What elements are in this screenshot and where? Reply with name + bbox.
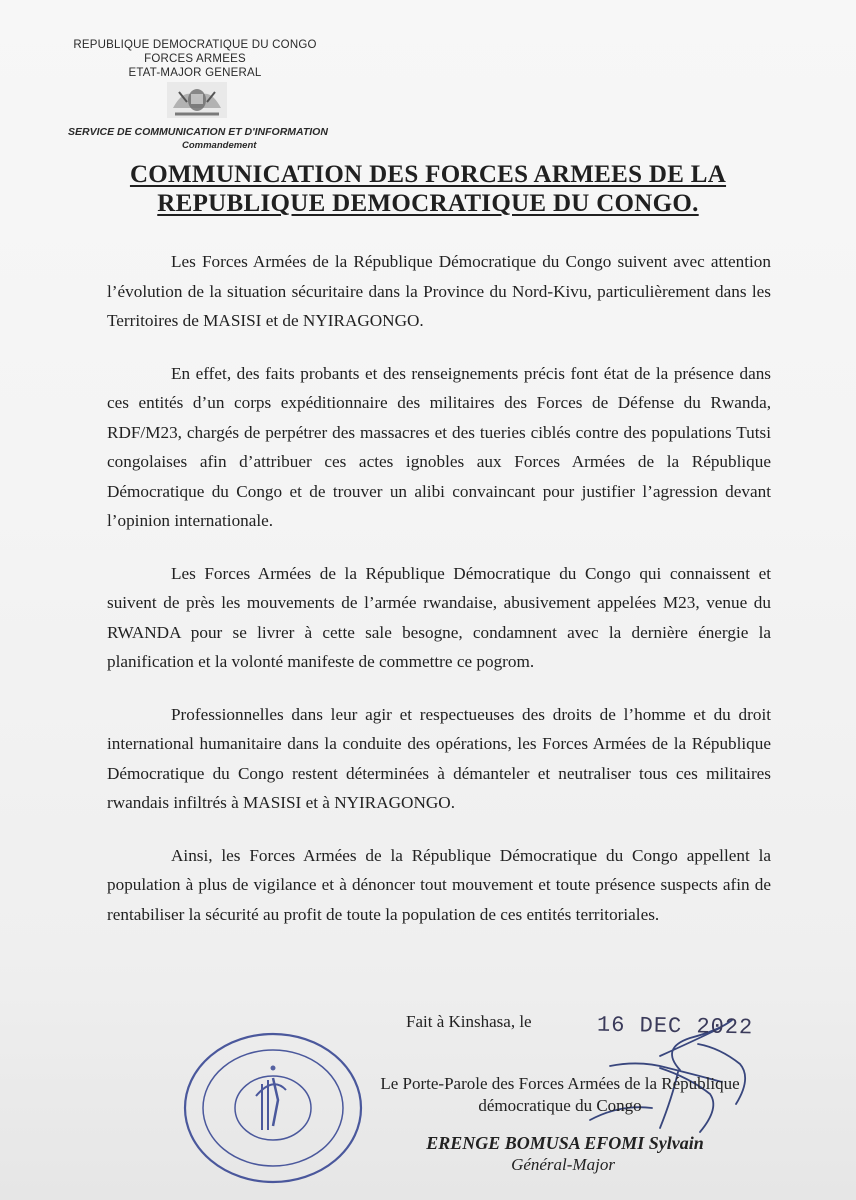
- paragraph-5: Ainsi, les Forces Armées de la République Démocratique du Congo appellent la population à plus de vigilance et à dénoncer tout mouvement et toute présence suspects afin de rentabiliser la sécurité au profit de toute la population de ces entités territoriales.: [107, 845, 771, 924]
- date-stamp: 16 DEC 2022: [596, 1012, 754, 1041]
- signatory-role: [330, 1073, 790, 1117]
- paragraph-4: Professionnelles dans leur agir et respectueuses des droits de l’homme et du droit international humanitaire dans la conduite des opérations, les Forces Armées de la République Démocratique du Congo restent déterminées à démanteler et neutraliser tous ces militaires rwandais infiltrés à MASISI et à NYIRAGONGO.: [107, 704, 771, 812]
- signatory-rank: Général-Major: [511, 1155, 615, 1174]
- service-name: [68, 126, 368, 152]
- place-line: Fait à Kinshasa, le: [406, 1012, 532, 1031]
- paragraph-2: En effet, des faits probants et des renseignements précis font état de la présence dans ces entités d’un corps expéditionnaire des militaires des Forces de Défense du Rwanda, RDF/M23, chargés de perpétrer des massacres et des tueries ciblés contre des populations Tutsi congolaises afin d’attribuer ces actes ignobles aux Forces Armées de la République Démocratique du Congo et de trouver un alibi convaincant pour justifier l’agression devant l’opinion internationale.: [107, 363, 771, 530]
- page-title: [60, 160, 796, 218]
- letterhead: [60, 38, 330, 80]
- service-label: SERVICE DE COMMUNICATION ET D'INFORMATION: [68, 126, 328, 138]
- letterhead-staff: ETAT-MAJOR GENERAL: [128, 67, 262, 79]
- communique-body: [107, 247, 771, 952]
- title-line-2: REPUBLIQUE DEMOCRATIQUE DU CONGO.: [157, 190, 699, 217]
- signatory-name: ERENGE BOMUSA EFOMI Sylvain: [426, 1133, 704, 1153]
- command-label: Commandement: [182, 140, 257, 151]
- role-line-2: démocratique du Congo: [478, 1096, 642, 1115]
- paragraph-3: Les Forces Armées de la République Démocratique du Congo qui connaissent et suivent de près les mouvements de l’armée rwandaise, abusivement appelées M23, venue du RWANDA pour se livrer à cette sale besogne, condamnent avec la dernière énergie la planification et la volonté manifeste de commettre ce pogrom.: [107, 563, 771, 671]
- role-line-1: Le Porte-Parole des Forces Armées de la République: [380, 1074, 740, 1093]
- paragraph-1: Les Forces Armées de la République Démocratique du Congo suivent avec attention l’évolution de la situation sécuritaire dans la Province du Nord-Kivu, particulièrement dans les Territoires de MASISI et de NYIRAGONGO.: [107, 252, 771, 330]
- letterhead-forces: FORCES ARMEES: [144, 53, 246, 65]
- title-line-1: COMMUNICATION DES FORCES ARMEES DE LA: [129, 161, 727, 188]
- military-emblem-icon: [165, 80, 229, 120]
- letterhead-country: REPUBLIQUE DEMOCRATIQUE DU CONGO: [73, 39, 317, 51]
